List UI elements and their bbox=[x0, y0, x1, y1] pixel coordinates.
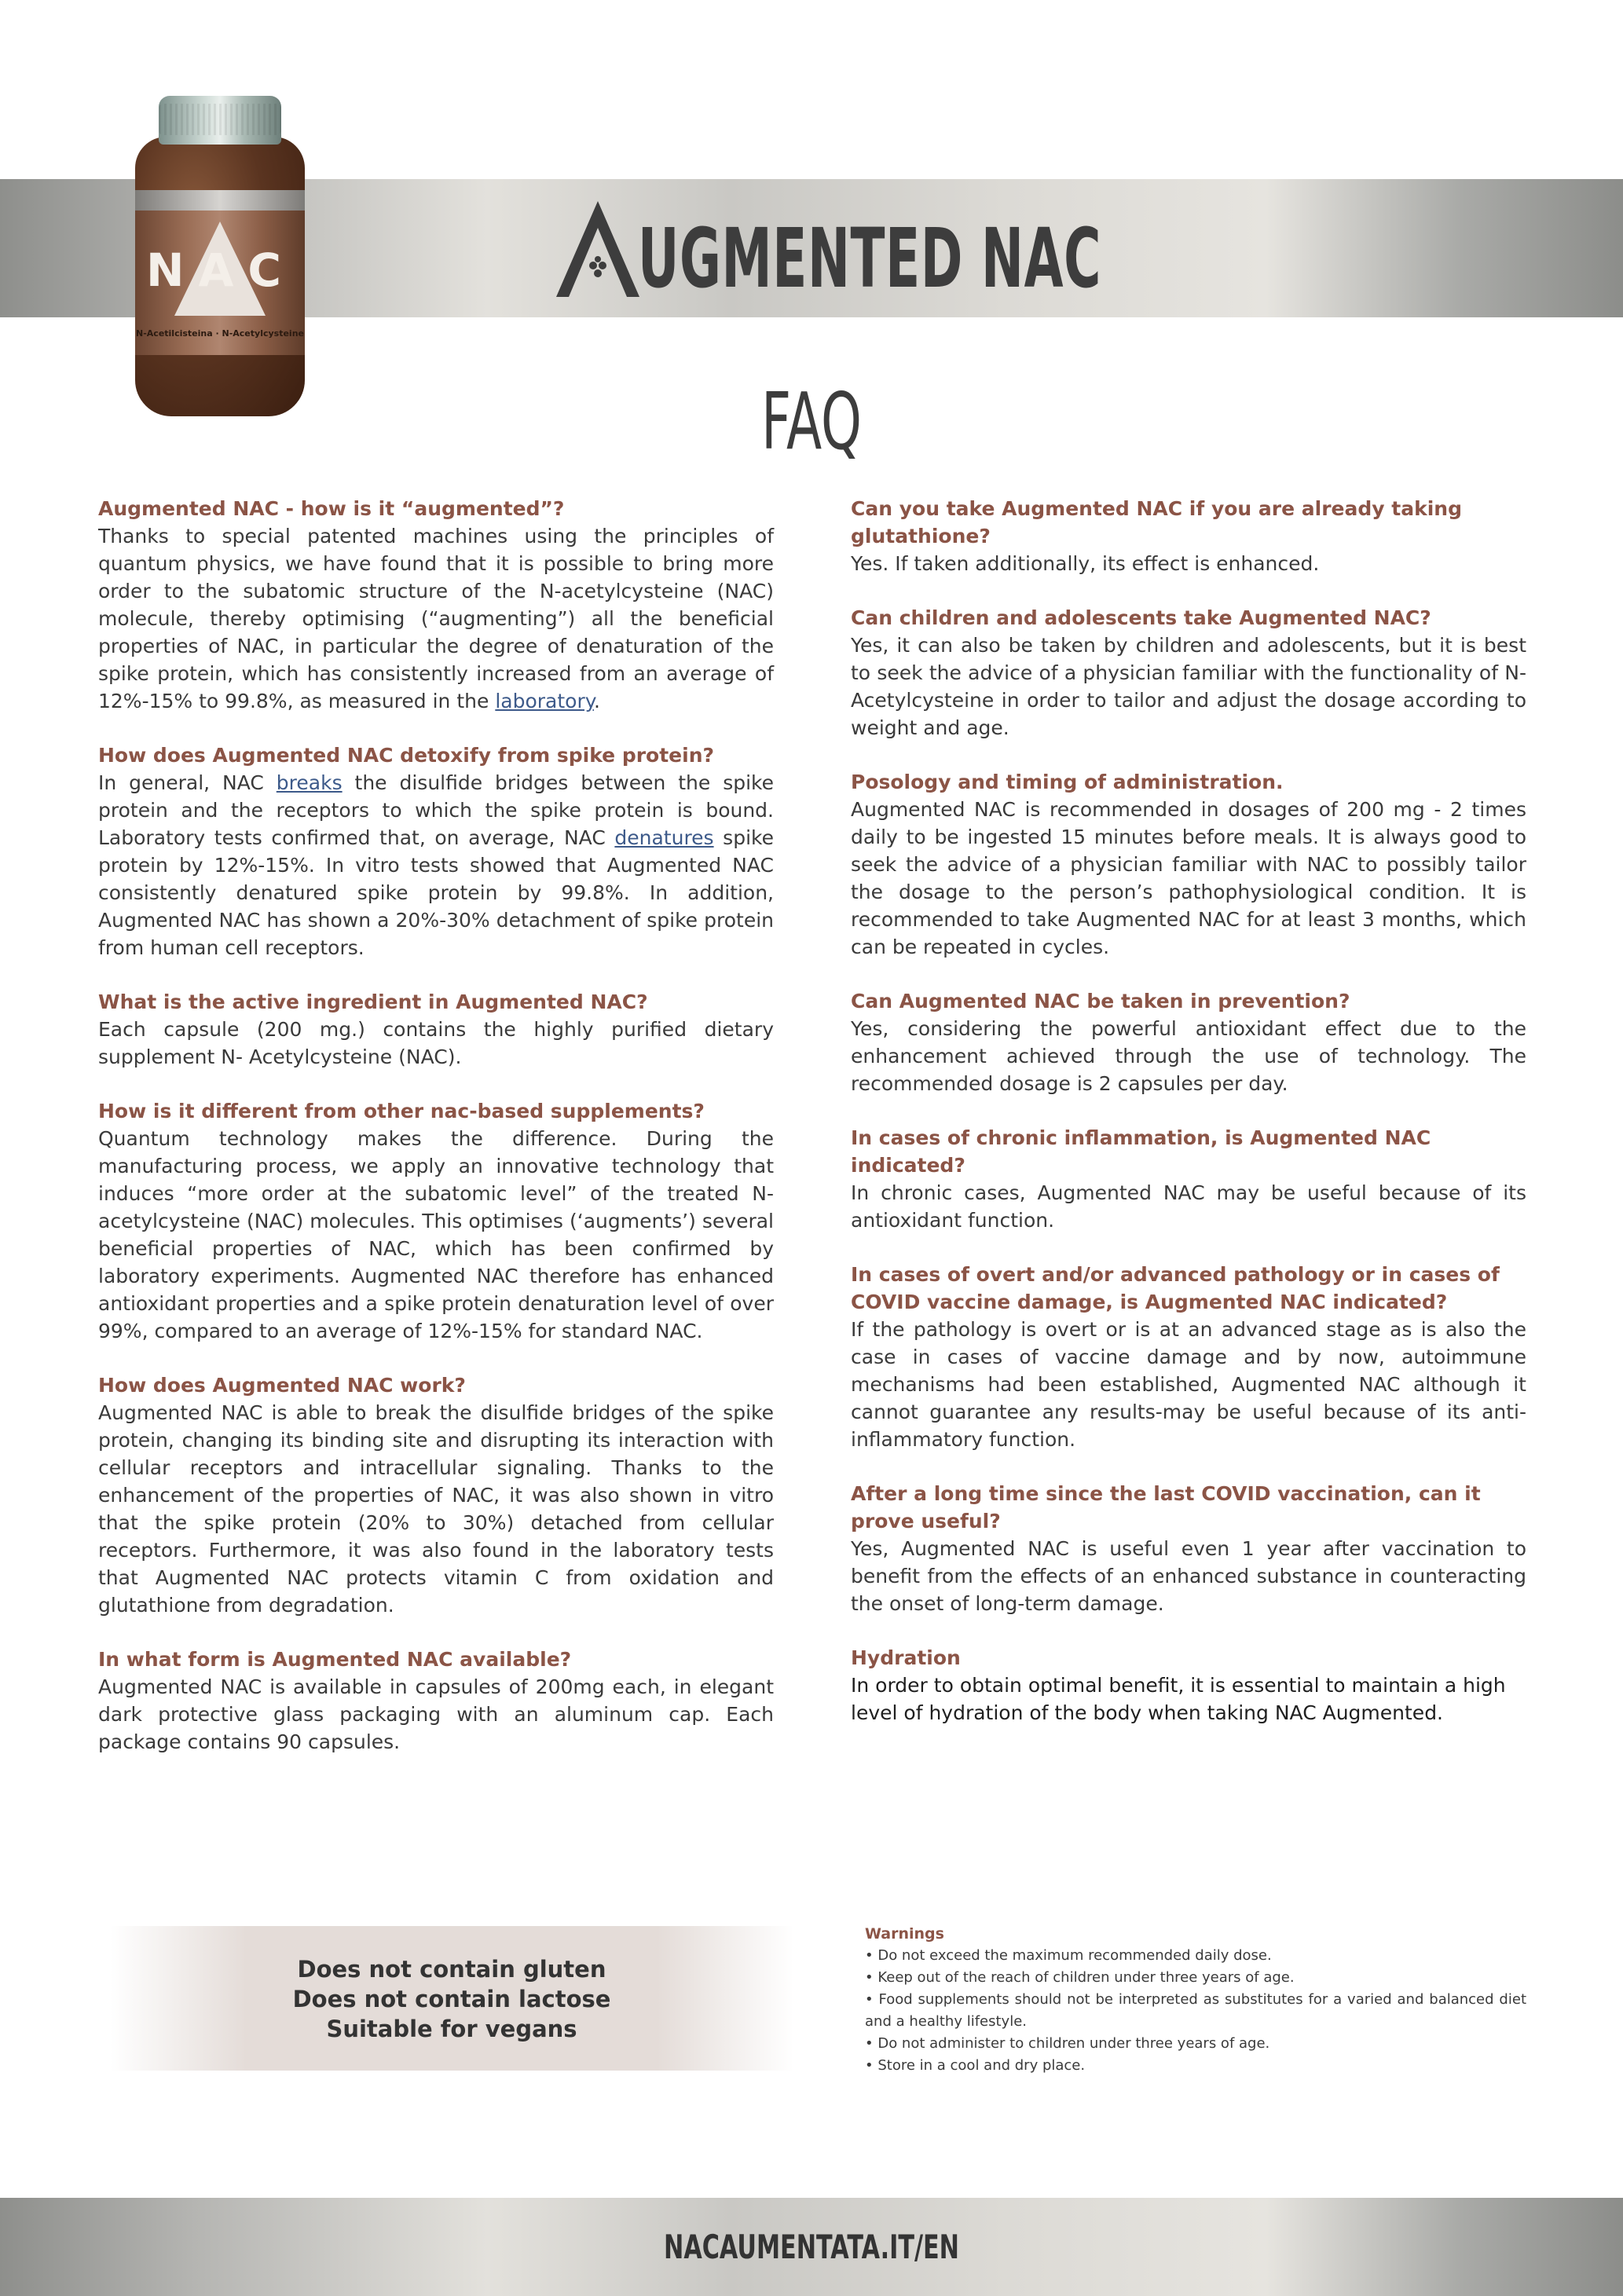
warnings-title: Warnings bbox=[865, 1925, 944, 1943]
faq-question: What is the active ingredient in Augmented NAC? bbox=[98, 991, 648, 1013]
faq-question: How is it different from other nac-based supplements? bbox=[98, 1100, 705, 1122]
brand-name: UGMENTED NAC bbox=[638, 211, 1102, 306]
faq-question: After a long time since the last COVID vaccination, can it prove useful? bbox=[851, 1482, 1481, 1532]
faq-answer: In chronic cases, Augmented NAC may be useful because of its antioxidant function. bbox=[851, 1181, 1526, 1232]
hydration-title: Hydration bbox=[851, 1646, 961, 1669]
faq-answer: Quantum technology makes the difference. During the manufacturing process, we apply an innovative technology that induces “more order at the subatomic level” of the treated N-acetylcysteine (NAC) molecules. This optimises (‘augments’) several beneficial properties of NAC, which has been confirmed by laboratory experiments. Augmented NAC therefore has enhanced antioxidant properties and a spike protein denaturation level of over 99%, compared to an average of 12%-15% for standard NAC. bbox=[98, 1127, 774, 1342]
diet-lactose-free: Does not contain lactose bbox=[292, 1986, 611, 2012]
faq-answer: Yes, it can also be taken by children and adolescents, but it is best to seek the advice of a physician familiar with the functionality of N-Acetylcysteine in order to tailor and adjust the dosage according to weight and age. bbox=[851, 634, 1526, 739]
breaks-link[interactable]: breaks bbox=[276, 771, 343, 794]
faq-item bbox=[851, 768, 1526, 961]
faq-question: Posology and timing of administration. bbox=[851, 771, 1284, 793]
diet-vegan: Suitable for vegans bbox=[326, 2016, 577, 2042]
faq-answer: Yes, considering the powerful antioxidant effect due to the enhancement achieved through the use of technology. The recommended dosage is 2 capsules per day. bbox=[851, 1017, 1526, 1095]
diet-gluten-free: Does not contain gluten bbox=[297, 1956, 606, 1983]
diet-info-box bbox=[110, 1926, 793, 2071]
faq-right-column bbox=[851, 495, 1526, 1727]
footer-website-link[interactable]: NACAUMENTATA.IT/EN bbox=[664, 2228, 959, 2266]
faq-answer: Each capsule (200 mg.) contains the highly purified dietary supplement N- Acetylcysteine (NAC). bbox=[98, 1018, 774, 1068]
faq-question: In what form is Augmented NAC available? bbox=[98, 1648, 572, 1671]
faq-question: Can Augmented NAC be taken in prevention? bbox=[851, 990, 1350, 1013]
faq-question: Can children and adolescents take Augmented NAC? bbox=[851, 606, 1431, 629]
warning-item: • Store in a cool and dry place. bbox=[865, 2057, 1086, 2074]
faq-answer: Augmented NAC is able to break the disulfide bridges of the spike protein, changing its binding site and disrupting its interaction with cellular receptors and intracellular signaling. Thanks to the enhancement of the properties of NAC, it was also shown in vitro that the spike protein (20% to 30%) detached from cellular receptors. Furthermore, it was also found in the laboratory tests that Augmented NAC protects vitamin C from oxidation and glutathione from degradation. bbox=[98, 1401, 774, 1617]
hydration-text: In order to obtain optimal benefit, it is essential to maintain a high level of hydration of the body when taking NAC Augmented. bbox=[851, 1674, 1506, 1724]
faq-answer bbox=[98, 522, 774, 715]
answer-text: spike protein by 12%-15%. In vitro tests showed that Augmented NAC consistently denatured spike protein by 99.8%. In addition, Augmented NAC has shown a 20%-30% detachment of spike protein from human cell receptors. bbox=[98, 826, 774, 959]
page-title: FAQ bbox=[761, 375, 862, 467]
bottle-logo-text: NAC bbox=[146, 244, 295, 297]
denatures-link[interactable]: denatures bbox=[614, 826, 714, 849]
bottle-label-stripe bbox=[135, 190, 305, 211]
answer-text: Thanks to special patented machines using the principles of quantum physics, we have found that it is possible to bring more order to the subatomic structure of the N-acetylcysteine (NAC) molecule, thereby optimising (“augmenting”) all the beneficial properties of NAC, in particular the degree of denaturation of the spike protein, which has consistently increased from an average of 12%-15% to 99.8%, as measured in the bbox=[98, 525, 774, 712]
faq-item bbox=[851, 604, 1526, 742]
faq-left-column bbox=[98, 495, 774, 1782]
faq-question: Can you take Augmented NAC if you are already taking glutathione? bbox=[851, 497, 1462, 547]
faq-item bbox=[98, 1646, 774, 1756]
bottle-ingredient-text: N-Acetilcisteina · N-Acetylcysteine bbox=[136, 328, 304, 339]
faq-answer: Yes. If taken additionally, its effect is enhanced. bbox=[851, 552, 1320, 575]
answer-text: . bbox=[593, 690, 600, 712]
faq-item bbox=[98, 1097, 774, 1345]
brand-a-icon bbox=[555, 200, 641, 298]
faq-item bbox=[98, 495, 774, 715]
faq-answer: Augmented NAC is available in capsules of 200mg each, in elegant dark protective glass packaging with an aluminum cap. Each package contains 90 capsules. bbox=[98, 1675, 774, 1753]
faq-question: How does Augmented NAC work? bbox=[98, 1374, 466, 1397]
faq-item bbox=[851, 1261, 1526, 1453]
warning-item: • Keep out of the reach of children under three years of age. bbox=[865, 1969, 1295, 1986]
warning-item: • Do not exceed the maximum recommended daily dose. bbox=[865, 1947, 1272, 1964]
faq-item bbox=[851, 987, 1526, 1097]
faq-item bbox=[98, 742, 774, 961]
answer-text: In general, NAC bbox=[98, 771, 277, 794]
laboratory-link[interactable]: laboratory bbox=[495, 690, 594, 712]
faq-item bbox=[851, 495, 1526, 577]
faq-answer: Yes, Augmented NAC is useful even 1 year after vaccination to benefit from the effects of an enhanced substance in counteracting the onset of long-term damage. bbox=[851, 1537, 1526, 1615]
warning-item: • Do not administer to children under three years of age. bbox=[865, 2035, 1270, 2052]
faq-item bbox=[851, 1480, 1526, 1617]
faq-item bbox=[98, 1371, 774, 1619]
bottle-cap-ridges bbox=[159, 104, 281, 135]
faq-answer: Augmented NAC is recommended in dosages of 200 mg - 2 times daily to be ingested 15 minutes before meals. It is always good to seek the advice of a physician familiar with NAC to possibly tailor the dosage to the person’s pathophysiological condition. It is recommended to take Augmented NAC for at least 3 months, which can be repeated in cycles. bbox=[851, 798, 1526, 958]
warning-item: • Food supplements should not be interpreted as substitutes for a varied and balanced diet and a healthy lifestyle. bbox=[865, 1991, 1526, 2030]
faq-item bbox=[98, 988, 774, 1071]
faq-answer bbox=[98, 769, 774, 961]
faq-question: How does Augmented NAC detoxify from spike protein? bbox=[98, 744, 714, 767]
faq-question: In cases of overt and/or advanced pathology or in cases of COVID vaccine damage, is Augmented NAC indicated? bbox=[851, 1263, 1500, 1313]
faq-question: Augmented NAC - how is it “augmented”? bbox=[98, 497, 565, 520]
warnings-section bbox=[865, 1923, 1526, 2077]
product-bottle-image bbox=[135, 96, 305, 416]
faq-item bbox=[851, 1124, 1526, 1234]
faq-answer: If the pathology is overt or is at an advanced stage as is also the case in cases of vaccine damage and by now, autoimmune mechanisms had been established, Augmented NAC although it cannot guarantee any results-may be useful because of its anti-inflammatory function. bbox=[851, 1318, 1526, 1451]
answer-text: the disulfide bridges between the spike protein and the receptors to which the spike protein is bound. Laboratory tests confirmed that, on average, NAC bbox=[98, 771, 774, 849]
faq-question: In cases of chronic inflammation, is Augmented NAC indicated? bbox=[851, 1126, 1431, 1177]
